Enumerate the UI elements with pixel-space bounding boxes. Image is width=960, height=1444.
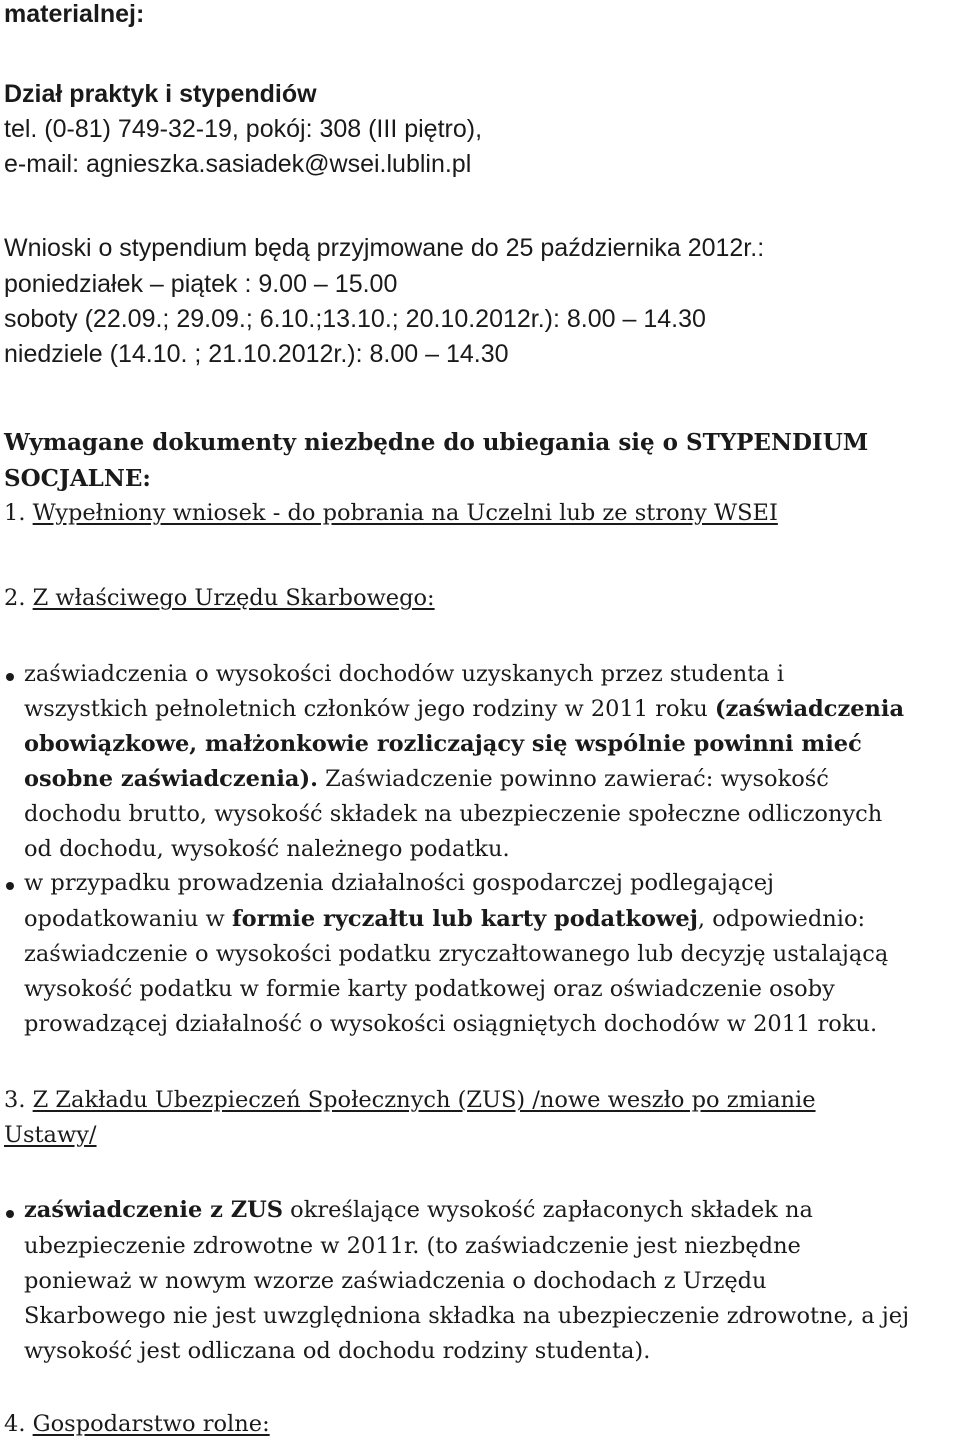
item-text: Z właściwego Urzędu Skarbowego: (32, 585, 435, 611)
requirement-item-2 (4, 585, 435, 611)
office-title: Dział praktyk i stypendiów (4, 80, 317, 108)
bullet-line: zaświadczenia o wysokości dochodów uzyskanych przez studenta i (24, 661, 785, 687)
item-number: 1. (4, 500, 26, 526)
requirements-heading: Wymagane dokumenty niezbędne do ubiegania się o STYPENDIUM (4, 429, 869, 456)
bullet-line: od dochodu, wysokość należnego podatku. (24, 836, 510, 862)
bullet-line: wszystkich pełnoletnich członków jego rodziny w 2011 roku (zaświadczenia (24, 696, 905, 722)
deadline-intro: Wnioski o stypendium będą przyjmowane do 25 października 2012r.: (4, 234, 765, 262)
section-label: materialnej: (4, 0, 145, 28)
bullet-icon (6, 673, 14, 681)
hours-saturdays: soboty (22.09.; 29.09.; 6.10.;13.10.; 20.10.2012r.): 8.00 – 14.30 (4, 305, 706, 333)
bullet-line: dochodu brutto, wysokość składek na ubezpieczenie społeczne odliczonych (24, 801, 883, 827)
office-phone: tel. (0-81) 749-32-19, pokój: 308 (III piętro), (4, 115, 483, 143)
item-number: 4. (4, 1411, 26, 1437)
bullet-line: prowadzącej działalność o wysokości osiągniętych dochodów w 2011 roku. (24, 1011, 878, 1037)
bullet-line: Skarbowego nie jest uwzględniona składka na ubezpieczenie zdrowotne, a jej (24, 1303, 910, 1329)
item-number: 2. (4, 585, 26, 611)
hours-sundays: niedziele (14.10. ; 21.10.2012r.): 8.00 – 14.30 (4, 340, 509, 368)
bullet-line: osobne zaświadczenia). Zaświadczenie powinno zawierać: wysokość (24, 766, 829, 792)
bullet-line: obowiązkowe, małżonkowie rozliczający się wspólnie powinni mieć (24, 731, 862, 757)
requirement-item-1 (4, 500, 778, 526)
bullet-line: opodatkowaniu w formie ryczałtu lub karty podatkowej, odpowiednio: (24, 906, 866, 932)
bullet-line: zaświadczenie o wysokości podatku zryczałtowanego lub decyzję ustalającą (24, 941, 889, 967)
requirement-item-3 (4, 1087, 816, 1113)
bullet-line: w przypadku prowadzenia działalności gospodarczej podlegającej (24, 870, 775, 896)
bullet-line: ponieważ w nowym wzorze zaświadczenia o dochodach z Urzędu (24, 1268, 767, 1294)
bullet-line: zaświadczenie z ZUS określające wysokość zapłaconych składek na (24, 1197, 813, 1223)
requirement-item-4 (4, 1411, 270, 1437)
bullet-line: wysokość podatku w formie karty podatkowej oraz oświadczenie osoby (24, 976, 835, 1002)
item-number: 3. (4, 1087, 26, 1113)
bullet-line: ubezpieczenie zdrowotne w 2011r. (to zaświadczenie jest niezbędne (24, 1233, 801, 1259)
bullet-icon (6, 1210, 14, 1218)
item-text: Gospodarstwo rolne: (32, 1411, 270, 1437)
bullet-line: wysokość jest odliczana od dochodu rodziny studenta). (24, 1338, 651, 1364)
requirements-heading-cont: SOCJALNE: (4, 465, 151, 492)
office-email: e-mail: agnieszka.sasiadek@wsei.lublin.pl (4, 150, 472, 178)
bullet-icon (6, 882, 14, 890)
hours-weekdays: poniedziałek – piątek : 9.00 – 15.00 (4, 270, 398, 298)
requirement-item-3-cont: Ustawy/ (4, 1122, 97, 1148)
item-text: Wypełniony wniosek - do pobrania na Uczelni lub ze strony WSEI (32, 500, 778, 526)
item-text: Z Zakładu Ubezpieczeń Społecznych (ZUS) /nowe weszło po zmianie (32, 1087, 816, 1113)
